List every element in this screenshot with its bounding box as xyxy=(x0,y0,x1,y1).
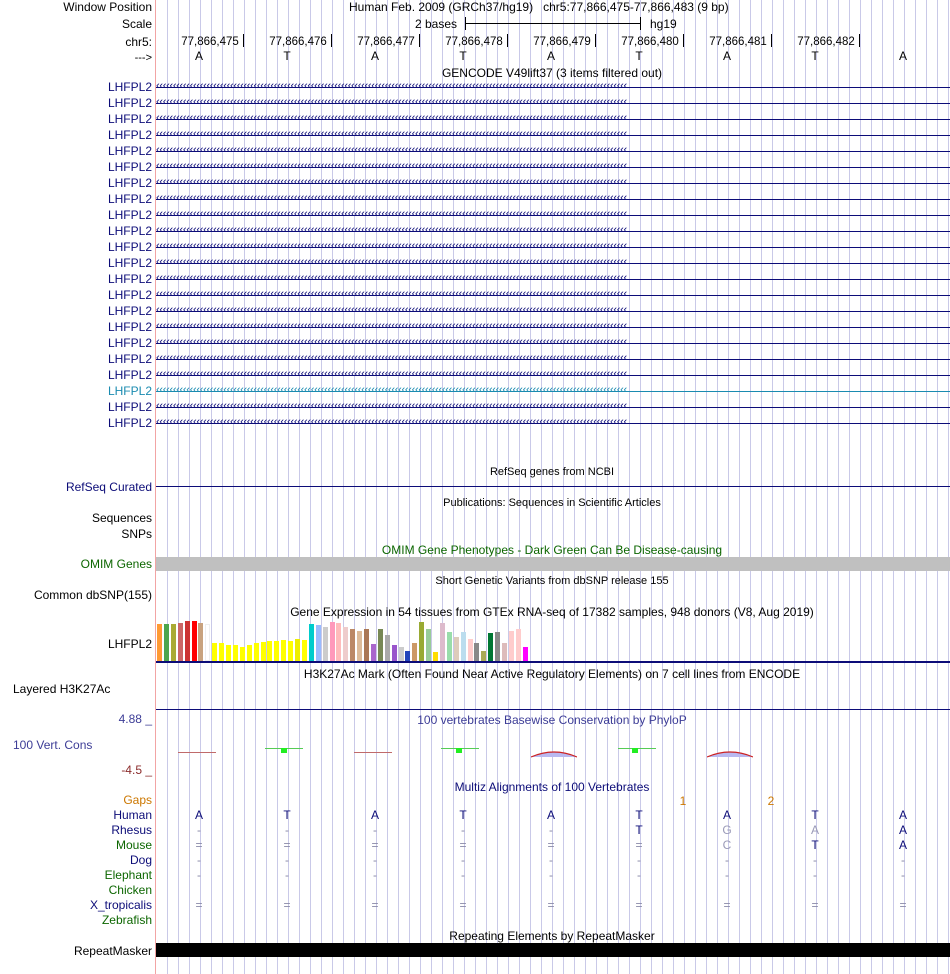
gencode-transcript-label[interactable]: LHFPL2 xyxy=(107,96,152,110)
gtex-tissue-bar xyxy=(419,622,424,661)
strand-arrows: ‹‹‹‹‹‹‹‹‹‹‹‹‹‹‹‹‹‹‹‹‹‹‹‹‹‹‹‹‹‹‹‹‹‹‹‹‹‹‹‹‹‹‹‹‹‹‹‹‹‹‹‹‹‹‹‹‹‹‹‹‹‹‹‹‹‹‹‹‹‹‹‹‹‹‹‹‹‹‹‹‹‹‹‹‹‹‹‹‹‹‹‹‹‹‹‹‹‹‹‹‹‹‹‹‹‹‹‹‹‹‹‹‹‹‹‹‹‹‹‹‹‹‹‹‹‹‹‹‹‹‹‹‹‹‹‹‹‹‹‹ xyxy=(156,208,627,220)
alignment-base: = xyxy=(635,898,643,912)
reference-base: T xyxy=(283,49,291,63)
alignment-base: A xyxy=(898,823,908,837)
gencode-transcript-label[interactable]: LHFPL2 xyxy=(107,256,152,270)
h3k27ac-label[interactable]: Layered H3K27Ac xyxy=(13,682,111,696)
strand-arrows: ‹‹‹‹‹‹‹‹‹‹‹‹‹‹‹‹‹‹‹‹‹‹‹‹‹‹‹‹‹‹‹‹‹‹‹‹‹‹‹‹‹‹‹‹‹‹‹‹‹‹‹‹‹‹‹‹‹‹‹‹‹‹‹‹‹‹‹‹‹‹‹‹‹‹‹‹‹‹‹‹‹‹‹‹‹‹‹‹‹‹‹‹‹‹‹‹‹‹‹‹‹‹‹‹‹‹‹‹‹‹‹‹‹‹‹‹‹‹‹‹‹‹‹‹‹‹‹‹‹‹‹‹‹‹‹‹‹‹‹‹ xyxy=(156,336,627,348)
scale-db: hg19 xyxy=(650,17,677,31)
strand-arrows: ‹‹‹‹‹‹‹‹‹‹‹‹‹‹‹‹‹‹‹‹‹‹‹‹‹‹‹‹‹‹‹‹‹‹‹‹‹‹‹‹‹‹‹‹‹‹‹‹‹‹‹‹‹‹‹‹‹‹‹‹‹‹‹‹‹‹‹‹‹‹‹‹‹‹‹‹‹‹‹‹‹‹‹‹‹‹‹‹‹‹‹‹‹‹‹‹‹‹‹‹‹‹‹‹‹‹‹‹‹‹‹‹‹‹‹‹‹‹‹‹‹‹‹‹‹‹‹‹‹‹‹‹‹‹‹‹‹‹‹‹ xyxy=(156,416,627,428)
gtex-track-title: Gene Expression in 54 tissues from GTEx RNA-seq of 17382 samples, 948 donors (V8, Aug 2019) xyxy=(290,605,814,619)
reference-base: T xyxy=(635,49,643,63)
gtex-tissue-bar xyxy=(254,643,259,661)
gtex-tissue-bar xyxy=(405,651,410,661)
multiz-track-title: Multiz Alignments of 100 Vertebrates xyxy=(454,780,650,794)
gtex-tissue-bar xyxy=(385,635,390,661)
gtex-tissue-bar xyxy=(523,647,528,661)
strand-arrows: ‹‹‹‹‹‹‹‹‹‹‹‹‹‹‹‹‹‹‹‹‹‹‹‹‹‹‹‹‹‹‹‹‹‹‹‹‹‹‹‹‹‹‹‹‹‹‹‹‹‹‹‹‹‹‹‹‹‹‹‹‹‹‹‹‹‹‹‹‹‹‹‹‹‹‹‹‹‹‹‹‹‹‹‹‹‹‹‹‹‹‹‹‹‹‹‹‹‹‹‹‹‹‹‹‹‹‹‹‹‹‹‹‹‹‹‹‹‹‹‹‹‹‹‹‹‹‹‹‹‹‹‹‹‹‹‹‹‹‹‹ xyxy=(156,272,627,284)
gencode-transcript-label[interactable]: LHFPL2 xyxy=(107,400,152,414)
species-label[interactable]: Dog xyxy=(129,853,152,867)
alignment-base: = xyxy=(371,898,379,912)
gencode-transcript-label[interactable]: LHFPL2 xyxy=(107,128,152,142)
gtex-tissue-bar xyxy=(399,647,404,661)
strand-arrows: ‹‹‹‹‹‹‹‹‹‹‹‹‹‹‹‹‹‹‹‹‹‹‹‹‹‹‹‹‹‹‹‹‹‹‹‹‹‹‹‹‹‹‹‹‹‹‹‹‹‹‹‹‹‹‹‹‹‹‹‹‹‹‹‹‹‹‹‹‹‹‹‹‹‹‹‹‹‹‹‹‹‹‹‹‹‹‹‹‹‹‹‹‹‹‹‹‹‹‹‹‹‹‹‹‹‹‹‹‹‹‹‹‹‹‹‹‹‹‹‹‹‹‹‹‹‹‹‹‹‹‹‹‹‹‹‹‹‹‹‹ xyxy=(156,304,627,316)
gtex-gene-line xyxy=(156,661,950,663)
gtex-tissue-bar xyxy=(357,631,362,661)
gtex-tissue-bar xyxy=(171,624,176,661)
gtex-tissue-bar xyxy=(323,627,328,661)
alignment-base: - xyxy=(461,868,465,882)
alignment-base: = xyxy=(811,898,819,912)
species-label[interactable]: X_tropicalis xyxy=(89,898,152,912)
gap-count: 1 xyxy=(679,794,687,808)
reference-base: A xyxy=(722,49,732,63)
gtex-tissue-bar xyxy=(350,629,355,661)
alignment-base: - xyxy=(901,868,905,882)
coordinate-tick xyxy=(859,34,860,47)
gtex-tissue-bar xyxy=(330,622,335,661)
alignment-base: - xyxy=(285,823,289,837)
alignment-base: - xyxy=(197,868,201,882)
gaps-label[interactable]: Gaps xyxy=(123,793,152,807)
gtex-tissue-bar xyxy=(488,633,493,661)
gtex-tissue-bar xyxy=(454,637,459,661)
gtex-tissue-bar xyxy=(412,643,417,661)
gencode-transcript-label[interactable]: LHFPL2 xyxy=(107,144,152,158)
strand-arrows: ‹‹‹‹‹‹‹‹‹‹‹‹‹‹‹‹‹‹‹‹‹‹‹‹‹‹‹‹‹‹‹‹‹‹‹‹‹‹‹‹‹‹‹‹‹‹‹‹‹‹‹‹‹‹‹‹‹‹‹‹‹‹‹‹‹‹‹‹‹‹‹‹‹‹‹‹‹‹‹‹‹‹‹‹‹‹‹‹‹‹‹‹‹‹‹‹‹‹‹‹‹‹‹‹‹‹‹‹‹‹‹‹‹‹‹‹‹‹‹‹‹‹‹‹‹‹‹‹‹‹‹‹‹‹‹‹‹‹‹‹ xyxy=(156,352,627,364)
strand-arrows: ‹‹‹‹‹‹‹‹‹‹‹‹‹‹‹‹‹‹‹‹‹‹‹‹‹‹‹‹‹‹‹‹‹‹‹‹‹‹‹‹‹‹‹‹‹‹‹‹‹‹‹‹‹‹‹‹‹‹‹‹‹‹‹‹‹‹‹‹‹‹‹‹‹‹‹‹‹‹‹‹‹‹‹‹‹‹‹‹‹‹‹‹‹‹‹‹‹‹‹‹‹‹‹‹‹‹‹‹‹‹‹‹‹‹‹‹‹‹‹‹‹‹‹‹‹‹‹‹‹‹‹‹‹‹‹‹‹‹‹‹ xyxy=(156,256,627,268)
gtex-tissue-bar xyxy=(481,651,486,661)
strand-arrows: ‹‹‹‹‹‹‹‹‹‹‹‹‹‹‹‹‹‹‹‹‹‹‹‹‹‹‹‹‹‹‹‹‹‹‹‹‹‹‹‹‹‹‹‹‹‹‹‹‹‹‹‹‹‹‹‹‹‹‹‹‹‹‹‹‹‹‹‹‹‹‹‹‹‹‹‹‹‹‹‹‹‹‹‹‹‹‹‹‹‹‹‹‹‹‹‹‹‹‹‹‹‹‹‹‹‹‹‹‹‹‹‹‹‹‹‹‹‹‹‹‹‹‹‹‹‹‹‹‹‹‹‹‹‹‹‹‹‹‹‹ xyxy=(156,96,627,108)
coordinate-tick xyxy=(595,34,596,47)
track-label-column xyxy=(0,0,155,974)
scale-text: 2 bases xyxy=(415,17,458,31)
gtex-gene-label[interactable]: LHFPL2 xyxy=(107,637,152,651)
strand-arrows: ‹‹‹‹‹‹‹‹‹‹‹‹‹‹‹‹‹‹‹‹‹‹‹‹‹‹‹‹‹‹‹‹‹‹‹‹‹‹‹‹‹‹‹‹‹‹‹‹‹‹‹‹‹‹‹‹‹‹‹‹‹‹‹‹‹‹‹‹‹‹‹‹‹‹‹‹‹‹‹‹‹‹‹‹‹‹‹‹‹‹‹‹‹‹‹‹‹‹‹‹‹‹‹‹‹‹‹‹‹‹‹‹‹‹‹‹‹‹‹‹‹‹‹‹‹‹‹‹‹‹‹‹‹‹‹‹‹‹‹‹ xyxy=(156,112,627,124)
gtex-tissue-bar xyxy=(468,639,473,661)
gtex-tissue-bar xyxy=(240,647,245,661)
gtex-tissue-bar xyxy=(192,621,197,661)
position-range: chr5:77,866,475-77,866,483 (9 bp) xyxy=(543,0,729,14)
gtex-tissue-bar xyxy=(371,644,376,661)
species-label[interactable]: Mouse xyxy=(115,838,152,852)
gtex-tissue-bar xyxy=(288,641,293,661)
gtex-tissue-bar xyxy=(378,629,383,661)
scale-label: Scale xyxy=(121,17,152,31)
gtex-tissue-bar xyxy=(219,643,224,661)
alignment-base: = xyxy=(635,838,643,852)
gtex-tissue-bar xyxy=(316,625,321,661)
gtex-tissue-bar xyxy=(274,641,279,661)
coordinate-label: 77,866,478 xyxy=(445,36,503,48)
gtex-tissue-bar xyxy=(178,623,183,661)
alignment-base: - xyxy=(901,853,905,867)
gencode-transcript-label[interactable]: LHFPL2 xyxy=(107,368,152,382)
reference-base: A xyxy=(194,49,204,63)
h3k27ac-baseline xyxy=(156,709,950,710)
species-label[interactable]: Zebrafish xyxy=(101,913,152,927)
strand-arrows: ‹‹‹‹‹‹‹‹‹‹‹‹‹‹‹‹‹‹‹‹‹‹‹‹‹‹‹‹‹‹‹‹‹‹‹‹‹‹‹‹‹‹‹‹‹‹‹‹‹‹‹‹‹‹‹‹‹‹‹‹‹‹‹‹‹‹‹‹‹‹‹‹‹‹‹‹‹‹‹‹‹‹‹‹‹‹‹‹‹‹‹‹‹‹‹‹‹‹‹‹‹‹‹‹‹‹‹‹‹‹‹‹‹‹‹‹‹‹‹‹‹‹‹‹‹‹‹‹‹‹‹‹‹‹‹‹‹‹‹‹ xyxy=(156,224,627,236)
alignment-base: = xyxy=(371,838,379,852)
gencode-transcript-label[interactable]: LHFPL2 xyxy=(107,384,152,398)
gencode-transcript-label[interactable]: LHFPL2 xyxy=(107,304,152,318)
gencode-transcript-label[interactable]: LHFPL2 xyxy=(107,224,152,238)
coordinate-label: 77,866,480 xyxy=(621,36,679,48)
repeatmasker-feature xyxy=(156,943,950,957)
track-area xyxy=(156,0,950,974)
gtex-tissue-bar xyxy=(461,632,466,661)
scale-bar xyxy=(465,23,641,24)
h3k27ac-track-title: H3K27Ac Mark (Often Found Near Active Regulatory Elements) on 7 cell lines from ENCODE xyxy=(303,667,801,681)
gtex-tissue-bar xyxy=(295,639,300,661)
gap-count: 2 xyxy=(767,794,775,808)
coordinate-tick xyxy=(771,34,772,47)
assembly-name: Human Feb. 2009 (GRCh37/hg19) xyxy=(349,0,534,14)
alignment-base: A xyxy=(194,808,204,822)
gtex-tissue-bar xyxy=(426,629,431,661)
reference-base: T xyxy=(811,49,819,63)
gencode-transcript-label[interactable]: LHFPL2 xyxy=(107,288,152,302)
publications-subtrack-label[interactable]: SNPs xyxy=(121,527,152,541)
alignment-base: = xyxy=(195,898,203,912)
alignment-base: = xyxy=(283,898,291,912)
alignment-base: C xyxy=(722,838,732,852)
repeatmasker-track-title: Repeating Elements by RepeatMasker xyxy=(449,929,655,943)
alignment-base: - xyxy=(637,868,641,882)
phylop-curve xyxy=(531,749,577,759)
dbsnp-label[interactable]: Common dbSNP(155) xyxy=(33,588,152,602)
alignment-base: T xyxy=(811,838,819,852)
alignment-base: - xyxy=(549,853,553,867)
chrom-label: chr5: xyxy=(125,35,152,49)
gtex-tissue-bar xyxy=(302,640,307,661)
alignment-base: - xyxy=(813,853,817,867)
refseq-curated-label[interactable]: RefSeq Curated xyxy=(65,480,152,494)
alignment-base: = xyxy=(459,898,467,912)
strand-label: ---> xyxy=(134,52,152,64)
coordinate-tick xyxy=(507,34,508,47)
alignment-base: = xyxy=(459,838,467,852)
alignment-base: T xyxy=(459,808,467,822)
gtex-tissue-bar xyxy=(198,623,203,661)
coordinate-label: 77,866,479 xyxy=(533,36,591,48)
gtex-tissue-bar xyxy=(495,632,500,661)
strand-arrows: ‹‹‹‹‹‹‹‹‹‹‹‹‹‹‹‹‹‹‹‹‹‹‹‹‹‹‹‹‹‹‹‹‹‹‹‹‹‹‹‹‹‹‹‹‹‹‹‹‹‹‹‹‹‹‹‹‹‹‹‹‹‹‹‹‹‹‹‹‹‹‹‹‹‹‹‹‹‹‹‹‹‹‹‹‹‹‹‹‹‹‹‹‹‹‹‹‹‹‹‹‹‹‹‹‹‹‹‹‹‹‹‹‹‹‹‹‹‹‹‹‹‹‹‹‹‹‹‹‹‹‹‹‹‹‹‹‹‹‹‹ xyxy=(156,288,627,300)
gencode-transcript-label[interactable]: LHFPL2 xyxy=(107,160,152,174)
alignment-base: T xyxy=(635,823,643,837)
alignment-base: G xyxy=(722,823,732,837)
alignment-base: = xyxy=(283,838,291,852)
gtex-tissue-bar xyxy=(516,629,521,661)
alignment-base: - xyxy=(637,853,641,867)
dbsnp-track-title: Short Genetic Variants from dbSNP release 155 xyxy=(435,575,669,587)
publications-track-title: Publications: Sequences in Scientific Articles xyxy=(443,497,661,509)
alignment-base: = xyxy=(195,838,203,852)
gtex-tissue-bar xyxy=(364,629,369,661)
window-position-label: Window Position xyxy=(63,0,152,14)
scale-bar-right-tick xyxy=(640,17,641,30)
reference-base: A xyxy=(898,49,908,63)
gtex-tissue-bar xyxy=(212,643,217,661)
coordinate-tick xyxy=(243,34,244,47)
gtex-tissue-bar xyxy=(164,624,169,661)
phylop-label[interactable]: 100 Vert. Cons xyxy=(13,738,93,752)
coordinate-label: 77,866,475 xyxy=(181,36,239,48)
gtex-tissue-bar xyxy=(343,627,348,661)
gencode-track-title: GENCODE V49lift37 (3 items filtered out) xyxy=(441,66,663,80)
alignment-base: - xyxy=(285,868,289,882)
gtex-tissue-bar xyxy=(447,632,452,661)
alignment-base: A xyxy=(546,808,556,822)
gtex-tissue-bar xyxy=(267,641,272,661)
alignment-base: - xyxy=(197,823,201,837)
gtex-tissue-bar xyxy=(205,624,210,661)
strand-arrows: ‹‹‹‹‹‹‹‹‹‹‹‹‹‹‹‹‹‹‹‹‹‹‹‹‹‹‹‹‹‹‹‹‹‹‹‹‹‹‹‹‹‹‹‹‹‹‹‹‹‹‹‹‹‹‹‹‹‹‹‹‹‹‹‹‹‹‹‹‹‹‹‹‹‹‹‹‹‹‹‹‹‹‹‹‹‹‹‹‹‹‹‹‹‹‹‹‹‹‹‹‹‹‹‹‹‹‹‹‹‹‹‹‹‹‹‹‹‹‹‹‹‹‹‹‹‹‹‹‹‹‹‹‹‹‹‹‹‹‹‹ xyxy=(156,128,627,140)
species-label[interactable]: Rhesus xyxy=(111,823,152,837)
alignment-base: - xyxy=(461,823,465,837)
coordinate-label: 77,866,477 xyxy=(357,36,415,48)
phylop-max-label: 4.88 _ xyxy=(118,712,152,726)
alignment-base: - xyxy=(549,868,553,882)
alignment-base: = xyxy=(899,898,907,912)
position-header xyxy=(349,0,729,14)
reference-base: T xyxy=(459,49,467,63)
alignment-base: - xyxy=(461,853,465,867)
gtex-tissue-bar xyxy=(281,640,286,661)
coordinate-tick xyxy=(683,34,684,47)
gencode-transcript-label[interactable]: LHFPL2 xyxy=(107,208,152,222)
gtex-tissue-bar xyxy=(261,642,266,661)
gencode-transcript-label[interactable]: LHFPL2 xyxy=(107,176,152,190)
gtex-tissue-bar xyxy=(392,645,397,661)
omim-track-title: OMIM Gene Phenotypes - Dark Green Can Be Disease-causing xyxy=(381,543,723,557)
phylop-score-mark xyxy=(456,748,462,753)
omim-genes-label[interactable]: OMIM Genes xyxy=(80,557,152,571)
strand-arrows: ‹‹‹‹‹‹‹‹‹‹‹‹‹‹‹‹‹‹‹‹‹‹‹‹‹‹‹‹‹‹‹‹‹‹‹‹‹‹‹‹‹‹‹‹‹‹‹‹‹‹‹‹‹‹‹‹‹‹‹‹‹‹‹‹‹‹‹‹‹‹‹‹‹‹‹‹‹‹‹‹‹‹‹‹‹‹‹‹‹‹‹‹‹‹‹‹‹‹‹‹‹‹‹‹‹‹‹‹‹‹‹‹‹‹‹‹‹‹‹‹‹‹‹‹‹‹‹‹‹‹‹‹‹‹‹‹‹‹‹‹ xyxy=(156,384,627,396)
gtex-tissue-bar xyxy=(309,624,314,661)
gencode-transcript-label[interactable]: LHFPL2 xyxy=(107,80,152,94)
coordinate-tick xyxy=(331,34,332,47)
gencode-transcript-label[interactable]: LHFPL2 xyxy=(107,336,152,350)
alignment-base: - xyxy=(197,853,201,867)
strand-arrows: ‹‹‹‹‹‹‹‹‹‹‹‹‹‹‹‹‹‹‹‹‹‹‹‹‹‹‹‹‹‹‹‹‹‹‹‹‹‹‹‹‹‹‹‹‹‹‹‹‹‹‹‹‹‹‹‹‹‹‹‹‹‹‹‹‹‹‹‹‹‹‹‹‹‹‹‹‹‹‹‹‹‹‹‹‹‹‹‹‹‹‹‹‹‹‹‹‹‹‹‹‹‹‹‹‹‹‹‹‹‹‹‹‹‹‹‹‹‹‹‹‹‹‹‹‹‹‹‹‹‹‹‹‹‹‹‹‹‹‹‹ xyxy=(156,160,627,172)
gencode-transcript-label[interactable]: LHFPL2 xyxy=(107,416,152,430)
species-label[interactable]: Human xyxy=(113,808,152,822)
strand-arrows: ‹‹‹‹‹‹‹‹‹‹‹‹‹‹‹‹‹‹‹‹‹‹‹‹‹‹‹‹‹‹‹‹‹‹‹‹‹‹‹‹‹‹‹‹‹‹‹‹‹‹‹‹‹‹‹‹‹‹‹‹‹‹‹‹‹‹‹‹‹‹‹‹‹‹‹‹‹‹‹‹‹‹‹‹‹‹‹‹‹‹‹‹‹‹‹‹‹‹‹‹‹‹‹‹‹‹‹‹‹‹‹‹‹‹‹‹‹‹‹‹‹‹‹‹‹‹‹‹‹‹‹‹‹‹‹‹‹‹‹‹ xyxy=(156,368,627,380)
alignment-base: T xyxy=(283,808,291,822)
gtex-tissue-bar xyxy=(157,624,162,661)
alignment-base: - xyxy=(549,823,553,837)
gtex-tissue-bar xyxy=(247,645,252,661)
gencode-transcript-label[interactable]: LHFPL2 xyxy=(107,192,152,206)
gencode-transcript-label[interactable]: LHFPL2 xyxy=(107,272,152,286)
gtex-tissue-bar xyxy=(474,643,479,661)
gencode-transcript-label[interactable]: LHFPL2 xyxy=(107,320,152,334)
alignment-base: - xyxy=(373,823,377,837)
alignment-base: - xyxy=(285,853,289,867)
gtex-tissue-bar xyxy=(509,631,514,661)
gtex-tissue-bar xyxy=(502,643,507,661)
gtex-tissue-bar xyxy=(440,623,445,661)
alignment-base: - xyxy=(725,853,729,867)
publications-subtrack-label[interactable]: Sequences xyxy=(91,511,152,525)
reference-base: A xyxy=(546,49,556,63)
gtex-tissue-bar xyxy=(226,645,231,661)
phylop-score-mark xyxy=(632,748,638,753)
alignment-base: - xyxy=(373,853,377,867)
gencode-transcript-label[interactable]: LHFPL2 xyxy=(107,240,152,254)
coordinate-label: 77,866,481 xyxy=(709,36,767,48)
coordinate-label: 77,866,476 xyxy=(269,36,327,48)
refseq-line xyxy=(156,486,950,487)
omim-feature xyxy=(156,557,950,571)
alignment-base: A xyxy=(898,808,908,822)
strand-arrows: ‹‹‹‹‹‹‹‹‹‹‹‹‹‹‹‹‹‹‹‹‹‹‹‹‹‹‹‹‹‹‹‹‹‹‹‹‹‹‹‹‹‹‹‹‹‹‹‹‹‹‹‹‹‹‹‹‹‹‹‹‹‹‹‹‹‹‹‹‹‹‹‹‹‹‹‹‹‹‹‹‹‹‹‹‹‹‹‹‹‹‹‹‹‹‹‹‹‹‹‹‹‹‹‹‹‹‹‹‹‹‹‹‹‹‹‹‹‹‹‹‹‹‹‹‹‹‹‹‹‹‹‹‹‹‹‹‹‹‹‹ xyxy=(156,192,627,204)
alignment-base: A xyxy=(370,808,380,822)
alignment-base: = xyxy=(723,898,731,912)
phylop-min-label: -4.5 _ xyxy=(121,763,152,777)
phylop-score-mark xyxy=(354,752,392,753)
phylop-curve xyxy=(707,749,753,759)
strand-arrows: ‹‹‹‹‹‹‹‹‹‹‹‹‹‹‹‹‹‹‹‹‹‹‹‹‹‹‹‹‹‹‹‹‹‹‹‹‹‹‹‹‹‹‹‹‹‹‹‹‹‹‹‹‹‹‹‹‹‹‹‹‹‹‹‹‹‹‹‹‹‹‹‹‹‹‹‹‹‹‹‹‹‹‹‹‹‹‹‹‹‹‹‹‹‹‹‹‹‹‹‹‹‹‹‹‹‹‹‹‹‹‹‹‹‹‹‹‹‹‹‹‹‹‹‹‹‹‹‹‹‹‹‹‹‹‹‹‹‹‹‹ xyxy=(156,240,627,252)
reference-base: A xyxy=(370,49,380,63)
alignment-base: = xyxy=(547,898,555,912)
alignment-base: T xyxy=(811,808,819,822)
species-label[interactable]: Elephant xyxy=(104,868,152,882)
phylop-track-title: 100 vertebrates Basewise Conservation by PhyloP xyxy=(417,713,687,727)
coordinate-label: 77,866,482 xyxy=(797,36,855,48)
alignment-base: = xyxy=(547,838,555,852)
refseq-track-title: RefSeq genes from NCBI xyxy=(489,466,615,478)
strand-arrows: ‹‹‹‹‹‹‹‹‹‹‹‹‹‹‹‹‹‹‹‹‹‹‹‹‹‹‹‹‹‹‹‹‹‹‹‹‹‹‹‹‹‹‹‹‹‹‹‹‹‹‹‹‹‹‹‹‹‹‹‹‹‹‹‹‹‹‹‹‹‹‹‹‹‹‹‹‹‹‹‹‹‹‹‹‹‹‹‹‹‹‹‹‹‹‹‹‹‹‹‹‹‹‹‹‹‹‹‹‹‹‹‹‹‹‹‹‹‹‹‹‹‹‹‹‹‹‹‹‹‹‹‹‹‹‹‹‹‹‹‹ xyxy=(156,320,627,332)
coordinate-tick xyxy=(419,34,420,47)
alignment-base: T xyxy=(635,808,643,822)
strand-arrows: ‹‹‹‹‹‹‹‹‹‹‹‹‹‹‹‹‹‹‹‹‹‹‹‹‹‹‹‹‹‹‹‹‹‹‹‹‹‹‹‹‹‹‹‹‹‹‹‹‹‹‹‹‹‹‹‹‹‹‹‹‹‹‹‹‹‹‹‹‹‹‹‹‹‹‹‹‹‹‹‹‹‹‹‹‹‹‹‹‹‹‹‹‹‹‹‹‹‹‹‹‹‹‹‹‹‹‹‹‹‹‹‹‹‹‹‹‹‹‹‹‹‹‹‹‹‹‹‹‹‹‹‹‹‹‹‹‹‹‹‹ xyxy=(156,80,627,92)
repeatmasker-label[interactable]: RepeatMasker xyxy=(73,944,152,958)
strand-arrows: ‹‹‹‹‹‹‹‹‹‹‹‹‹‹‹‹‹‹‹‹‹‹‹‹‹‹‹‹‹‹‹‹‹‹‹‹‹‹‹‹‹‹‹‹‹‹‹‹‹‹‹‹‹‹‹‹‹‹‹‹‹‹‹‹‹‹‹‹‹‹‹‹‹‹‹‹‹‹‹‹‹‹‹‹‹‹‹‹‹‹‹‹‹‹‹‹‹‹‹‹‹‹‹‹‹‹‹‹‹‹‹‹‹‹‹‹‹‹‹‹‹‹‹‹‹‹‹‹‹‹‹‹‹‹‹‹‹‹‹‹ xyxy=(156,144,627,156)
gtex-tissue-bar xyxy=(185,621,190,661)
gtex-tissue-bar xyxy=(336,623,341,661)
alignment-base: - xyxy=(813,868,817,882)
strand-arrows: ‹‹‹‹‹‹‹‹‹‹‹‹‹‹‹‹‹‹‹‹‹‹‹‹‹‹‹‹‹‹‹‹‹‹‹‹‹‹‹‹‹‹‹‹‹‹‹‹‹‹‹‹‹‹‹‹‹‹‹‹‹‹‹‹‹‹‹‹‹‹‹‹‹‹‹‹‹‹‹‹‹‹‹‹‹‹‹‹‹‹‹‹‹‹‹‹‹‹‹‹‹‹‹‹‹‹‹‹‹‹‹‹‹‹‹‹‹‹‹‹‹‹‹‹‹‹‹‹‹‹‹‹‹‹‹‹‹‹‹‹ xyxy=(156,176,627,188)
alignment-base: - xyxy=(725,868,729,882)
gencode-transcript-label[interactable]: LHFPL2 xyxy=(107,352,152,366)
phylop-score-mark xyxy=(281,748,287,753)
gencode-transcript-label[interactable]: LHFPL2 xyxy=(107,112,152,126)
alignment-base: A xyxy=(722,808,732,822)
species-label[interactable]: Chicken xyxy=(108,883,152,897)
gtex-tissue-bar xyxy=(233,645,238,661)
alignment-base: - xyxy=(373,868,377,882)
strand-arrows: ‹‹‹‹‹‹‹‹‹‹‹‹‹‹‹‹‹‹‹‹‹‹‹‹‹‹‹‹‹‹‹‹‹‹‹‹‹‹‹‹‹‹‹‹‹‹‹‹‹‹‹‹‹‹‹‹‹‹‹‹‹‹‹‹‹‹‹‹‹‹‹‹‹‹‹‹‹‹‹‹‹‹‹‹‹‹‹‹‹‹‹‹‹‹‹‹‹‹‹‹‹‹‹‹‹‹‹‹‹‹‹‹‹‹‹‹‹‹‹‹‹‹‹‹‹‹‹‹‹‹‹‹‹‹‹‹‹‹‹‹ xyxy=(156,400,627,412)
gtex-tissue-bar xyxy=(433,652,438,661)
phylop-score-mark xyxy=(178,752,216,753)
alignment-base: A xyxy=(898,838,908,852)
alignment-base: A xyxy=(810,823,820,837)
